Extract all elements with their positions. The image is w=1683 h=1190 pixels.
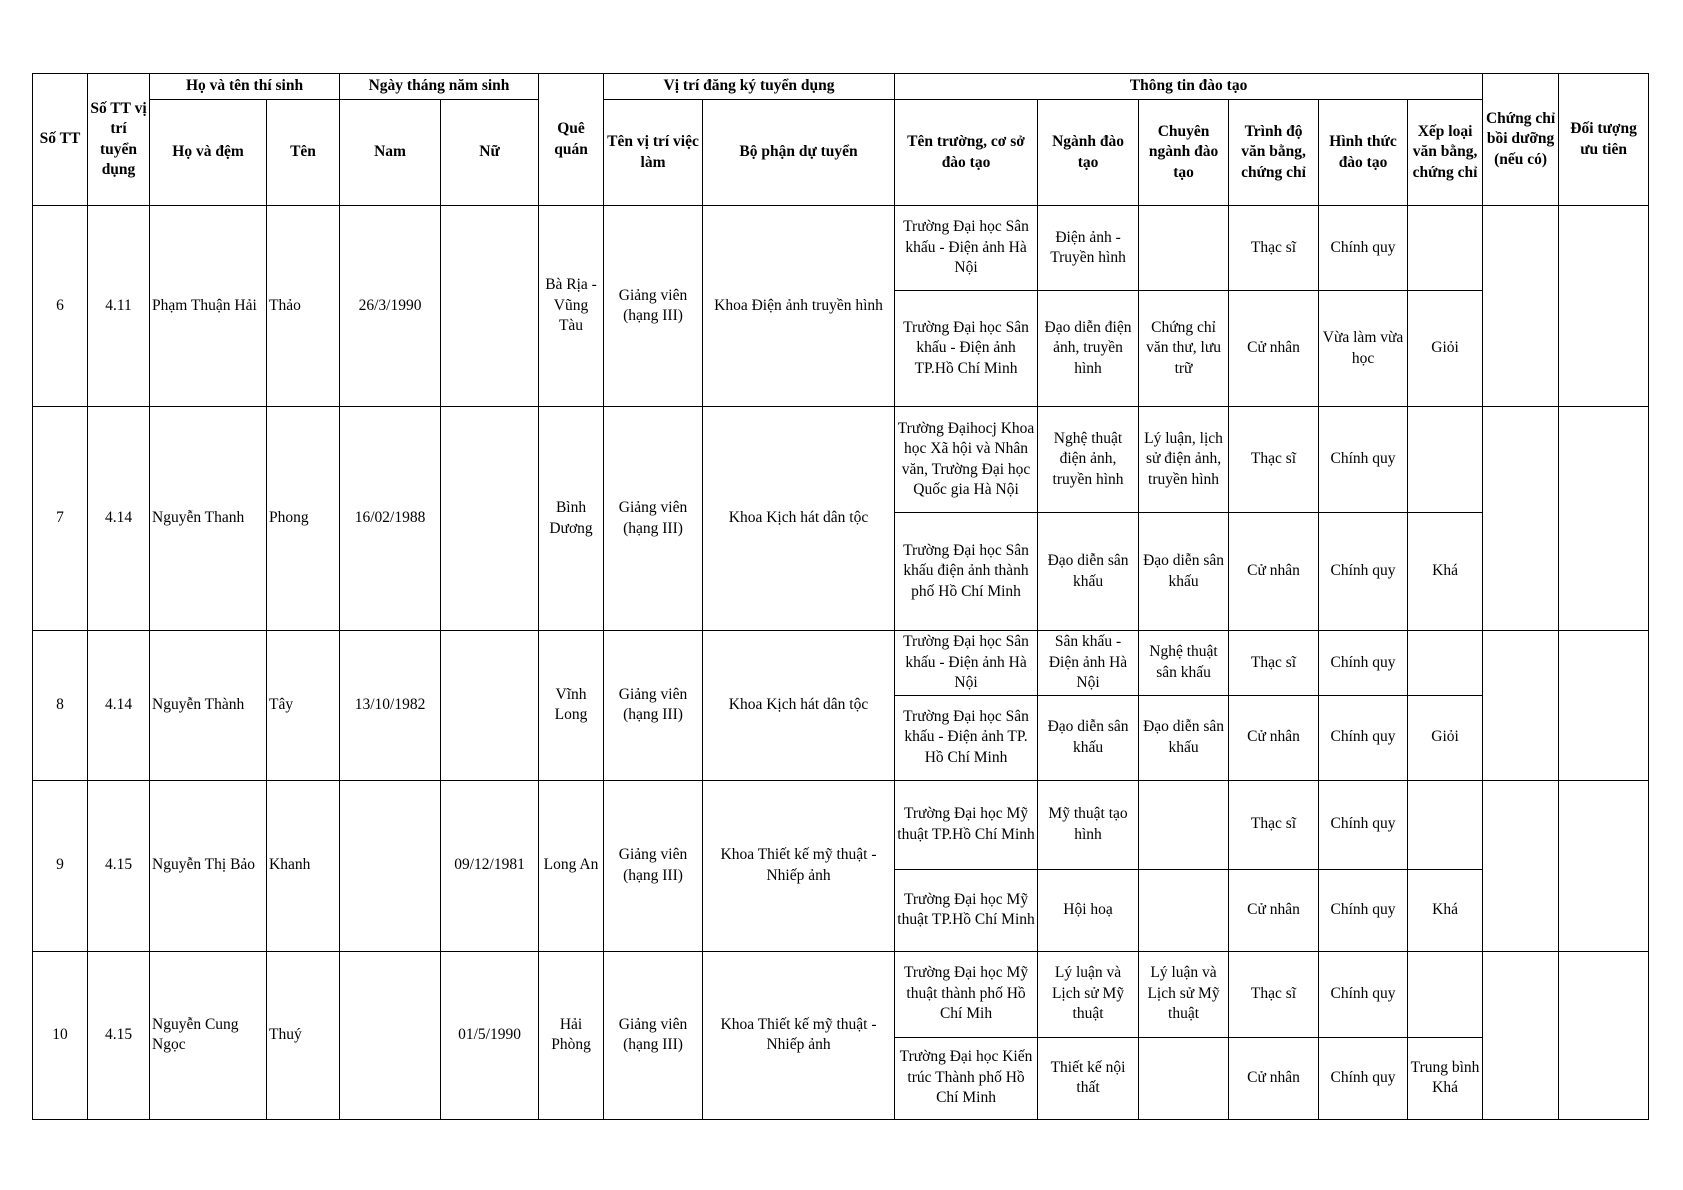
cell-truong: Trường Đại học Mỹ thuật TP.Hồ Chí Minh: [895, 780, 1038, 869]
cell-ten: Tây: [267, 631, 340, 781]
header-doituong: Đối tượng ưu tiên: [1559, 74, 1649, 206]
cell-nam: 16/02/1988: [340, 407, 441, 631]
cell-hinhthuc: Chính quy: [1319, 951, 1408, 1037]
header-stt-vitri: Số TT vị trí tuyển dụng: [88, 74, 150, 206]
cell-nganh: Đạo diễn điện ảnh, truyền hình: [1038, 291, 1139, 407]
cell-vitri: 4.11: [88, 206, 150, 407]
cell-nam: 26/3/1990: [340, 206, 441, 407]
cell-doituong: [1559, 780, 1649, 951]
cell-nganh: Hội hoạ: [1038, 869, 1139, 951]
cell-nam: [340, 780, 441, 951]
cell-chungchi: [1483, 780, 1559, 951]
header-stt: Số TT: [33, 74, 88, 206]
cell-truong: Trường Đại học Kiến trúc Thành phố Hồ Chí Minh: [895, 1037, 1038, 1119]
cell-ten: Thảo: [267, 206, 340, 407]
header-nganh: Ngành đào tạo: [1038, 100, 1139, 206]
cell-truong: Trường Đại học Sân khấu - Điện ảnh Hà Nội: [895, 206, 1038, 291]
cell-xeploai: [1408, 407, 1483, 513]
cell-chuyennganh: [1139, 1037, 1229, 1119]
cell-bophan: Khoa Điện ảnh truyền hình: [703, 206, 895, 407]
cell-chuyennganh: [1139, 780, 1229, 869]
cell-hinhthuc: Chính quy: [1319, 869, 1408, 951]
header-daotao: Thông tin đào tạo: [895, 74, 1483, 100]
cell-tenvitri: Giảng viên (hạng III): [604, 631, 703, 781]
cell-truong: Trường Đại học Sân khấu - Điện ảnh Hà Nội: [895, 631, 1038, 696]
header-bophan: Bộ phận dự tuyển: [703, 100, 895, 206]
cell-hinhthuc: Chính quy: [1319, 513, 1408, 631]
cell-xeploai: Trung bình Khá: [1408, 1037, 1483, 1119]
cell-nganh: Thiết kế nội thất: [1038, 1037, 1139, 1119]
cell-nu: [441, 206, 539, 407]
cell-xeploai: [1408, 206, 1483, 291]
cell-vitri: 4.14: [88, 631, 150, 781]
cell-hinhthuc: Vừa làm vừa học: [1319, 291, 1408, 407]
cell-nganh: Nghệ thuật điện ảnh, truyền hình: [1038, 407, 1139, 513]
cell-nganh: Mỹ thuật tạo hình: [1038, 780, 1139, 869]
cell-hinhthuc: Chính quy: [1319, 695, 1408, 780]
cell-xeploai: [1408, 780, 1483, 869]
cell-hinhthuc: Chính quy: [1319, 780, 1408, 869]
cell-tenvitri: Giảng viên (hạng III): [604, 206, 703, 407]
cell-stt: 7: [33, 407, 88, 631]
header-chuyennganh: Chuyên ngành đào tạo: [1139, 100, 1229, 206]
cell-chuyennganh: Đạo diễn sân khấu: [1139, 695, 1229, 780]
cell-bophan: Khoa Thiết kế mỹ thuật - Nhiếp ảnh: [703, 951, 895, 1119]
cell-nu: 01/5/1990: [441, 951, 539, 1119]
cell-xeploai: Khá: [1408, 513, 1483, 631]
cell-trinhdo: Cử nhân: [1229, 869, 1319, 951]
header-vitri: Vị trí đăng ký tuyển dụng: [604, 74, 895, 100]
cell-hinhthuc: Chính quy: [1319, 206, 1408, 291]
cell-chuyennganh: Đạo diễn sân khấu: [1139, 513, 1229, 631]
cell-que: Bình Dương: [539, 407, 604, 631]
table-row: [33, 780, 1649, 869]
cell-hodem: Nguyễn Thanh: [150, 407, 267, 631]
cell-nganh: Lý luận và Lịch sử Mỹ thuật: [1038, 951, 1139, 1037]
cell-nu: [441, 631, 539, 781]
cell-hodem: Nguyễn Cung Ngọc: [150, 951, 267, 1119]
cell-que: Vĩnh Long: [539, 631, 604, 781]
cell-nganh: Đạo diễn sân khấu: [1038, 513, 1139, 631]
cell-hinhthuc: Chính quy: [1319, 631, 1408, 696]
cell-chungchi: [1483, 631, 1559, 781]
cell-vitri: 4.15: [88, 951, 150, 1119]
cell-doituong: [1559, 631, 1649, 781]
cell-xeploai: Giỏi: [1408, 695, 1483, 780]
cell-stt: 10: [33, 951, 88, 1119]
cell-truong: Trường Đại học Mỹ thuật TP.Hồ Chí Minh: [895, 869, 1038, 951]
cell-que: Bà Rịa - Vũng Tàu: [539, 206, 604, 407]
cell-nganh: Sân khấu - Điện ảnh Hà Nội: [1038, 631, 1139, 696]
table-row: [33, 206, 1649, 291]
cell-doituong: [1559, 951, 1649, 1119]
cell-trinhdo: Thạc sĩ: [1229, 206, 1319, 291]
cell-vitri: 4.14: [88, 407, 150, 631]
cell-stt: 8: [33, 631, 88, 781]
cell-nam: [340, 951, 441, 1119]
cell-nganh: Đạo diễn sân khấu: [1038, 695, 1139, 780]
cell-tenvitri: Giảng viên (hạng III): [604, 780, 703, 951]
cell-bophan: Khoa Thiết kế mỹ thuật - Nhiếp ảnh: [703, 780, 895, 951]
cell-nu: 09/12/1981: [441, 780, 539, 951]
cell-hinhthuc: Chính quy: [1319, 407, 1408, 513]
cell-truong: Trường Đại học Sân khấu - Điện ảnh TP.Hồ Chí Minh: [895, 291, 1038, 407]
cell-chungchi: [1483, 206, 1559, 407]
cell-chuyennganh: Lý luận và Lịch sử Mỹ thuật: [1139, 951, 1229, 1037]
header-ngaysinh: Ngày tháng năm sinh: [340, 74, 539, 100]
cell-chuyennganh: [1139, 869, 1229, 951]
cell-truong: Trường Đại học Sân khấu - Điện ảnh TP. Hồ Chí Minh: [895, 695, 1038, 780]
header-nam: Nam: [340, 100, 441, 206]
cell-trinhdo: Thạc sĩ: [1229, 631, 1319, 696]
cell-trinhdo: Cử nhân: [1229, 291, 1319, 407]
cell-xeploai: [1408, 631, 1483, 696]
cell-trinhdo: Cử nhân: [1229, 695, 1319, 780]
candidate-table: [32, 73, 1649, 1120]
cell-chungchi: [1483, 407, 1559, 631]
cell-xeploai: Giỏi: [1408, 291, 1483, 407]
cell-nam: 13/10/1982: [340, 631, 441, 781]
header-truong: Tên trường, cơ sở đào tạo: [895, 100, 1038, 206]
header-hodem: Họ và đệm: [150, 100, 267, 206]
cell-truong: Trường Đạihocj Khoa học Xã hội và Nhân văn, Trường Đại học Quốc gia Hà Nội: [895, 407, 1038, 513]
header-hoten: Họ và tên thí sinh: [150, 74, 340, 100]
cell-bophan: Khoa Kịch hát dân tộc: [703, 631, 895, 781]
header-xeploai: Xếp loại văn bằng, chứng chỉ: [1408, 100, 1483, 206]
cell-doituong: [1559, 407, 1649, 631]
cell-stt: 9: [33, 780, 88, 951]
cell-ten: Phong: [267, 407, 340, 631]
cell-tenvitri: Giảng viên (hạng III): [604, 951, 703, 1119]
cell-chuyennganh: Lý luận, lịch sử điện ảnh, truyền hình: [1139, 407, 1229, 513]
table-row: [33, 951, 1649, 1037]
cell-ten: Thuý: [267, 951, 340, 1119]
cell-tenvitri: Giảng viên (hạng III): [604, 407, 703, 631]
cell-que: Hải Phòng: [539, 951, 604, 1119]
cell-trinhdo: Cử nhân: [1229, 513, 1319, 631]
header-tenvitri: Tên vị trí việc làm: [604, 100, 703, 206]
cell-trinhdo: Cử nhân: [1229, 1037, 1319, 1119]
cell-nu: [441, 407, 539, 631]
cell-nganh: Điện ảnh - Truyền hình: [1038, 206, 1139, 291]
cell-chuyennganh: Chứng chỉ văn thư, lưu trữ: [1139, 291, 1229, 407]
cell-bophan: Khoa Kịch hát dân tộc: [703, 407, 895, 631]
cell-hinhthuc: Chính quy: [1319, 1037, 1408, 1119]
cell-ten: Khanh: [267, 780, 340, 951]
cell-chungchi: [1483, 951, 1559, 1119]
cell-stt: 6: [33, 206, 88, 407]
header-chungchi: Chứng chỉ bồi dưỡng (nếu có): [1483, 74, 1559, 206]
cell-xeploai: Khá: [1408, 869, 1483, 951]
cell-hodem: Nguyễn Thành: [150, 631, 267, 781]
header-ten: Tên: [267, 100, 340, 206]
cell-truong: Trường Đại học Sân khấu điện ảnh thành phố Hồ Chí Minh: [895, 513, 1038, 631]
cell-chuyennganh: Nghệ thuật sân khấu: [1139, 631, 1229, 696]
header-hinhthuc: Hình thức đào tạo: [1319, 100, 1408, 206]
cell-xeploai: [1408, 951, 1483, 1037]
header-nu: Nữ: [441, 100, 539, 206]
cell-trinhdo: Thạc sĩ: [1229, 407, 1319, 513]
cell-hodem: Nguyễn Thị Bảo: [150, 780, 267, 951]
table-row: [33, 407, 1649, 513]
header-quequan: Quê quán: [539, 74, 604, 206]
table-row: [33, 631, 1649, 696]
cell-que: Long An: [539, 780, 604, 951]
cell-doituong: [1559, 206, 1649, 407]
cell-truong: Trường Đại học Mỹ thuật thành phố Hồ Chí Mih: [895, 951, 1038, 1037]
cell-trinhdo: Thạc sĩ: [1229, 951, 1319, 1037]
cell-hodem: Phạm Thuận Hải: [150, 206, 267, 407]
cell-chuyennganh: [1139, 206, 1229, 291]
header-trinhdo: Trình độ văn bằng, chứng chỉ: [1229, 100, 1319, 206]
cell-vitri: 4.15: [88, 780, 150, 951]
cell-trinhdo: Thạc sĩ: [1229, 780, 1319, 869]
